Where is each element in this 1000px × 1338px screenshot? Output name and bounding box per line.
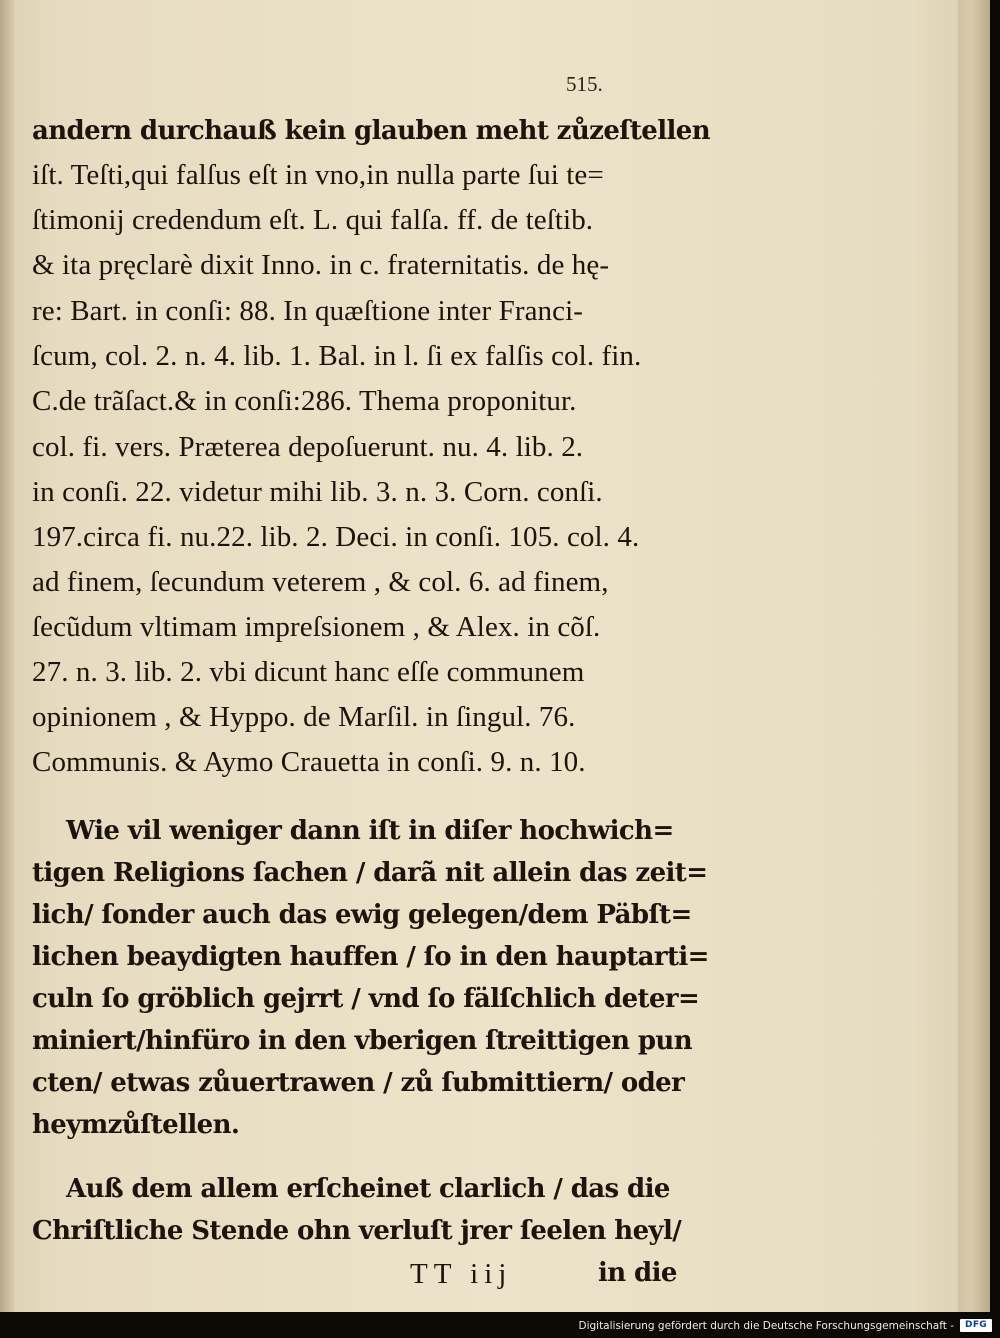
page-edge (958, 0, 990, 1312)
text-line: re: Bart. in conſi: 88. In quæſtione inter Franci- (32, 295, 584, 327)
text-line: lich/ ſonder auch das ewig gelegen/dem Päbſt= (32, 900, 692, 930)
funding-notice: Digitalisierung gefördert durch die Deutsche Forschungsgemeinschaft - (578, 1320, 954, 1332)
text-line: C.de trãſact.& in conſi:286. Thema proponitur. (32, 385, 577, 417)
text-line: cten/ etwas zůuertrawen / zů ſubmittiern/ oder (32, 1068, 685, 1098)
text-line: Communis. & Aymo Crauetta in conſi. 9. n. 10. (32, 746, 586, 778)
footer-bar (0, 1312, 1000, 1338)
text-line: & ita pręclarè dixit Inno. in c. fraternitatis. de hę- (32, 249, 610, 281)
text-line: ſtimonij credendum eſt. L. qui falſa. ff. de teſtib. (32, 204, 594, 236)
text-line: miniert/hinfüro in den vberigen ſtreittigen pun (32, 1026, 693, 1056)
text-line: tigen Religions ſachen / darã nit allein das zeit= (32, 858, 708, 888)
signature-mark: TT iij (410, 1258, 513, 1290)
text-line: andern durchauß kein glauben meht zůzeſtellen (32, 116, 710, 146)
text-line: ſcum, col. 2. n. 4. lib. 1. Bal. in l. ſi ex falſis col. fin. (32, 340, 642, 372)
text-line: ſecũdum vltimam impreſsionem , & Alex. in cõſ. (32, 611, 601, 643)
text-line: ad finem, ſecundum veterem , & col. 6. ad finem, (32, 566, 609, 598)
text-line: opinionem , & Hyppo. de Marſil. in ſingul. 76. (32, 701, 576, 733)
text-line: 27. n. 3. lib. 2. vbi dicunt hanc eſſe communem (32, 656, 585, 688)
text-line: culn ſo gröblich gejrrt / vnd ſo fälſchlich deter= (32, 984, 700, 1014)
text-line: iſt. Teſti,qui falſus eſt in vno,in nulla parte ſui te= (32, 159, 604, 191)
dfg-logo-label: DFG (965, 1320, 987, 1330)
page-gutter (0, 0, 14, 1312)
text-line: Chriſtliche Stende ohn verluſt jrer ſeelen heyl/ (32, 1216, 682, 1246)
page-number: 515. (566, 72, 603, 96)
text-line: heymzůſtellen. (32, 1110, 240, 1140)
text-line: lichen beaydigten hauffen / ſo in den hauptarti= (32, 942, 709, 972)
catchword: in die (598, 1258, 677, 1288)
text-line: col. fi. vers. Præterea depoſuerunt. nu. 4. lib. 2. (32, 431, 584, 463)
dfg-logo-icon (960, 1319, 992, 1332)
text-line: Wie vil weniger dann iſt in diſer hochwich= (66, 816, 674, 846)
text-line: 197.circa fi. nu.22. lib. 2. Deci. in conſi. 105. col. 4. (32, 521, 640, 553)
text-line: in conſi. 22. videtur mihi lib. 3. n. 3. Corn. conſi. (32, 476, 603, 508)
text-line: Auß dem allem erſcheinet clarlich / das die (66, 1174, 670, 1204)
